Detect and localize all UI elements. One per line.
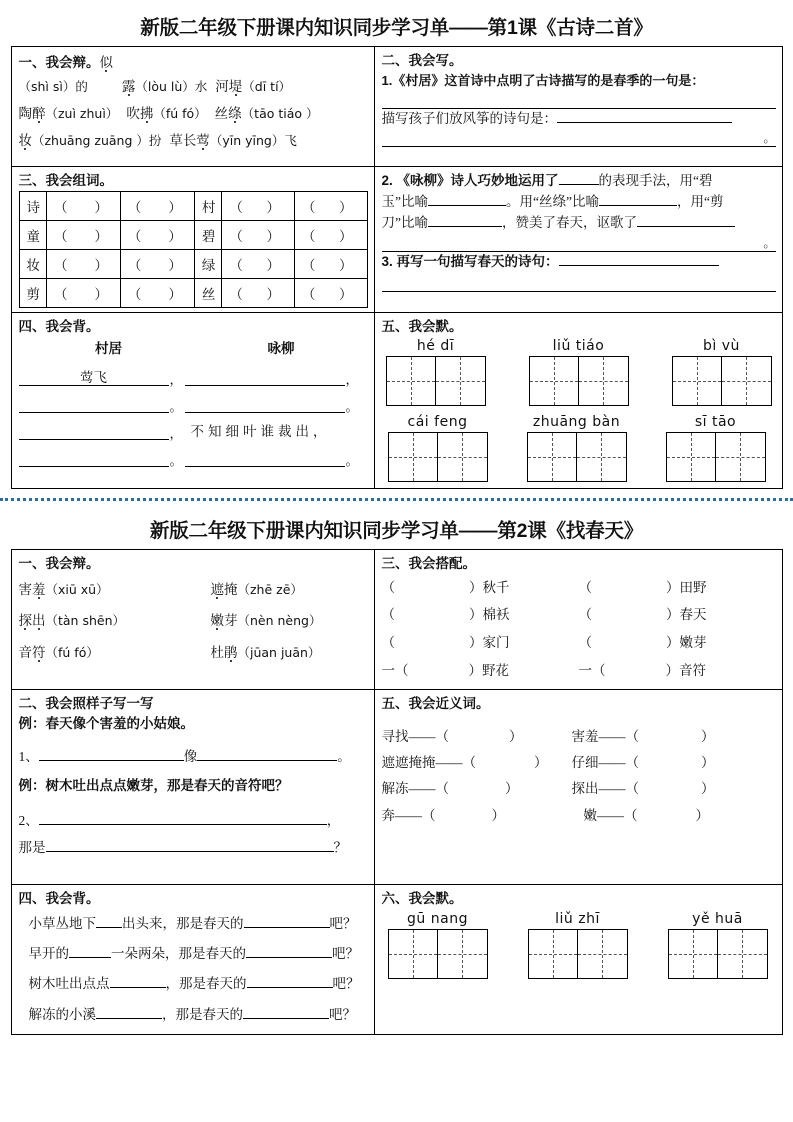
bian-py-zhuang: （zhuāng zuāng ）扮 xyxy=(32,132,162,148)
tianzige-cell[interactable] xyxy=(578,930,627,978)
section-1-heading-tail: 似 xyxy=(99,55,113,70)
jinyi-close-paren: ） xyxy=(509,728,523,744)
section-1-heading-text: 一、我会辩。 xyxy=(18,55,100,70)
tianzige-grid[interactable] xyxy=(672,356,772,406)
table-row xyxy=(11,550,782,690)
write-line-1 xyxy=(19,743,368,770)
zuci-paren: （ ） xyxy=(120,191,194,220)
zuci-char-right: 丝 xyxy=(194,278,222,307)
jinyi-word: 嫩——（ xyxy=(583,807,638,823)
jinyi-row xyxy=(382,776,776,802)
worksheet-2-table xyxy=(11,549,783,1035)
zuci-paren: （ ） xyxy=(47,191,121,220)
bian2-right-py: （jūan juān） xyxy=(237,645,321,661)
section-6-heading: 六、我会默。 xyxy=(381,891,463,907)
recite-text: 解冻的小溪 xyxy=(28,1006,96,1022)
answer-line xyxy=(382,90,776,109)
tianzige-block xyxy=(666,414,766,482)
dapei-open-paren: （ xyxy=(381,607,395,623)
dapei-word: ）野花 xyxy=(468,662,509,678)
tianzige-cell[interactable] xyxy=(718,930,767,978)
bian2-left: 探出（tàn shēn） xyxy=(18,613,126,629)
jinyi-left xyxy=(382,750,572,776)
dapei-right xyxy=(579,629,776,657)
tianzige-block xyxy=(529,338,629,406)
worksheet-lesson-1 xyxy=(0,0,793,489)
table-row xyxy=(11,885,782,1035)
poem-title-cunju: 村居 xyxy=(95,341,122,357)
cell-section-5-mo xyxy=(374,312,782,489)
dapei-word: ）家门 xyxy=(469,635,510,651)
period-mark: 。 xyxy=(337,748,351,764)
tianzige-cell[interactable] xyxy=(667,433,716,481)
bian2-right: 嫩芽（nèn nèng） xyxy=(210,613,322,629)
tianzige-cell[interactable] xyxy=(438,930,487,978)
bian-py-zui: （zuì zhuì） xyxy=(45,105,119,121)
dapei-right xyxy=(579,657,776,685)
tianzige-row-2 xyxy=(382,406,776,484)
q2-part-1: 2. 《咏柳》诗人巧妙地运用了 xyxy=(381,173,559,188)
section-5-heading-2: 五、我会近义词。 xyxy=(381,696,490,712)
cell-section-4-bei xyxy=(11,312,374,489)
dapei-word: ）秋千 xyxy=(469,579,510,595)
cell-section-1-bian-2 xyxy=(11,550,374,690)
tianzige-grid[interactable] xyxy=(528,929,628,979)
period-mark: 。 xyxy=(345,453,359,469)
section-1-bian-2 xyxy=(19,554,368,669)
jinyi-row xyxy=(382,803,776,829)
worksheet-1-table xyxy=(11,46,783,489)
zuci-paren: （ ） xyxy=(47,278,121,307)
recite-line-2 xyxy=(29,939,368,969)
question-prefix: 那是 xyxy=(18,840,46,856)
recite-text: 吧？ xyxy=(332,946,359,962)
recite-line-2 xyxy=(29,969,368,999)
bian-word-hedi: 河堤 xyxy=(215,78,243,94)
recite-text: 早开的 xyxy=(28,946,69,962)
recite-text: 小草丛地下 xyxy=(28,915,96,931)
cell-section-5-jinyi xyxy=(374,690,782,885)
section-6-mo xyxy=(382,889,776,979)
jinyi-close-paren: ） xyxy=(534,755,548,770)
question-1b-text: 描写孩子们放风筝的诗句是： xyxy=(381,111,557,127)
zuci-row xyxy=(19,278,367,307)
bian-char-zhuang: 妆 xyxy=(18,132,32,148)
table-row xyxy=(11,690,782,885)
q2-part-4: 。用“丝绦”比喻 xyxy=(506,193,599,209)
bian-word-sitao: 丝绦 xyxy=(214,105,242,121)
recite-hint-yingfei: 莺飞 xyxy=(80,369,107,385)
cell-section-1-bian xyxy=(11,47,374,167)
bian2-left-py: （fú fó） xyxy=(45,645,99,661)
recite-line xyxy=(19,440,368,467)
comma-mark: ， xyxy=(169,426,183,442)
dapei-open-paren: （ xyxy=(578,579,592,595)
zuci-paren: （ ） xyxy=(294,191,367,220)
tianzige-grid[interactable] xyxy=(668,929,768,979)
cell-section-3-dapei xyxy=(374,550,782,690)
jinyi-word: 探出——（ xyxy=(571,781,639,797)
q2-part-6: 刀”比喻 xyxy=(381,214,428,230)
jinyi-right xyxy=(572,724,715,750)
recite-text: 吧？ xyxy=(329,915,357,931)
dapei-open-paren: 一（ xyxy=(381,662,409,678)
tianzige-cell[interactable] xyxy=(669,930,718,978)
tianzige-block xyxy=(388,911,488,979)
jinyi-word: 仔细——（ xyxy=(571,755,639,770)
section-5-heading: 五、我会默。 xyxy=(381,318,463,334)
bian-char-lu: 露 xyxy=(121,78,136,94)
worksheet-lesson-2 xyxy=(0,501,793,1035)
tianzige-grid[interactable] xyxy=(388,432,488,482)
recite-text: 出头来，那是春天的 xyxy=(122,915,244,931)
tianzige-cell[interactable] xyxy=(438,433,487,481)
worksheet-2-title: 新版二年级下册课内知识同步学习单——第2课《找春天》 xyxy=(149,520,644,543)
write-line-2b xyxy=(19,834,368,861)
zuci-paren: （ ） xyxy=(222,220,295,249)
jinyi-left xyxy=(382,724,572,750)
recite-text: 树木吐出点点 xyxy=(28,976,110,992)
table-row xyxy=(11,312,782,489)
dapei-row xyxy=(382,574,776,602)
dapei-left xyxy=(382,657,579,685)
tianzige-cell[interactable] xyxy=(722,357,771,405)
zuci-row xyxy=(19,249,367,278)
jinyi-word: 寻找——（ xyxy=(381,728,449,744)
zuci-char-right: 村 xyxy=(194,191,222,220)
section-1-bian xyxy=(19,51,368,154)
section-4-heading-2: 四、我会背。 xyxy=(18,891,100,907)
bian-word-chuifu: 吹拂 xyxy=(126,105,154,121)
bian2-right-py: （nèn nèng） xyxy=(237,613,322,629)
recite-text: ，那是春天的 xyxy=(162,1006,243,1022)
cell-section-4-bei-2 xyxy=(11,885,374,1035)
dapei-open-paren: （ xyxy=(381,635,395,651)
zuci-paren: （ ） xyxy=(120,249,194,278)
jinyi-close-paren: ） xyxy=(505,781,519,797)
tianzige-cell[interactable] xyxy=(389,433,438,481)
period-mark: 。 xyxy=(345,399,359,415)
question-number: 2、 xyxy=(18,813,39,829)
comma-mark: ， xyxy=(345,372,359,388)
bian-py-ying: （yīn yīng）飞 xyxy=(209,132,297,148)
bian-line-1 xyxy=(19,73,368,100)
write-line-2 xyxy=(19,807,368,834)
dapei-right xyxy=(579,601,776,629)
period-mark: 。 xyxy=(169,399,183,415)
jinyi-close-paren: ） xyxy=(701,755,715,770)
bian2-right: 杜鹃（jūan juān） xyxy=(210,645,321,661)
zuci-paren: （ ） xyxy=(222,249,295,278)
q2-part-5: ，用“剪 xyxy=(676,193,724,209)
period-mark: 。 xyxy=(763,235,776,250)
dapei-row xyxy=(382,629,776,657)
tianzige-cell[interactable] xyxy=(579,357,628,405)
tianzige-cell[interactable] xyxy=(716,433,765,481)
answer-line xyxy=(382,273,776,292)
bian2-right: 遮掩（zhē zē） xyxy=(210,581,303,597)
recite-text: 一朵两朵，那是春天的 xyxy=(111,946,246,962)
jinyi-right xyxy=(572,803,710,829)
jinyi-close-paren: ） xyxy=(491,807,505,823)
bian-py-fu: （fú fó） xyxy=(153,105,207,121)
q2-part-2: 的表现手法，用“碧 xyxy=(598,173,713,188)
zuci-char-left: 剪 xyxy=(19,278,47,307)
dapei-right xyxy=(579,574,776,602)
tianzige-grid[interactable] xyxy=(388,929,488,979)
jinyi-row xyxy=(382,750,776,776)
tianzige-cell[interactable] xyxy=(529,930,578,978)
tianzige-block xyxy=(527,414,627,482)
bian2-row xyxy=(19,637,368,669)
dapei-left xyxy=(382,574,579,602)
q2-part-7: ，赞美了春天，讴歌了 xyxy=(502,214,637,230)
dapei-row xyxy=(382,657,776,685)
bian-word-taozui: 陶醉 xyxy=(18,105,46,121)
cell-section-2-xie xyxy=(374,47,782,167)
section-3-zuci xyxy=(19,171,368,308)
bian2-left-py: （xiū xū） xyxy=(45,581,109,597)
recite-text: 吧？ xyxy=(329,1006,356,1022)
zuci-paren: （ ） xyxy=(47,220,121,249)
bian-line-2 xyxy=(19,100,368,127)
bian2-left: 音符（fú fó） xyxy=(18,645,99,661)
question-number: 1、 xyxy=(18,748,39,764)
jinyi-close-paren: ） xyxy=(695,807,709,823)
jinyi-word: 奔——（ xyxy=(381,807,436,823)
zuci-row xyxy=(19,191,367,220)
dapei-word: ）春天 xyxy=(666,607,707,623)
dapei-word: ）音符 xyxy=(665,662,706,678)
jinyi-left xyxy=(382,776,572,802)
zuci-paren: （ ） xyxy=(120,278,194,307)
dapei-left xyxy=(382,601,579,629)
bian2-row xyxy=(19,605,368,637)
zuci-paren: （ ） xyxy=(222,191,295,220)
tianzige-pinyin: liǔ zhī xyxy=(555,910,600,927)
zuci-char-right: 碧 xyxy=(194,220,222,249)
zuci-char-right: 绿 xyxy=(194,249,222,278)
section-3-heading-2: 三、我会搭配。 xyxy=(381,556,476,572)
poem-title-yongliu: 咏柳 xyxy=(267,341,295,357)
answer-line xyxy=(382,234,776,252)
table-row xyxy=(11,47,782,167)
section-2-heading: 二、我会写。 xyxy=(381,53,463,68)
bian-item-lushui: （lòu lù）水 xyxy=(135,78,208,94)
zuci-paren: （ ） xyxy=(294,278,367,307)
dapei-open-paren: （ xyxy=(381,579,395,595)
zuci-paren: （ ） xyxy=(222,278,295,307)
worksheet-1-title: 新版二年级下册课内知识同步学习单——第1课《古诗二首》 xyxy=(140,17,653,39)
section-2-question-1b xyxy=(382,109,776,130)
cell-section-2-yangzi xyxy=(11,690,374,885)
tianzige-cell[interactable] xyxy=(436,357,485,405)
tianzige-block xyxy=(672,338,772,406)
dapei-left xyxy=(382,629,579,657)
recite-text: ，那是春天的 xyxy=(165,976,247,992)
recite-line xyxy=(19,413,368,440)
dapei-word: ）棉袄 xyxy=(469,607,510,623)
dapei-open-paren: （ xyxy=(578,635,592,651)
bian2-right-py: （zhē zē） xyxy=(237,581,303,597)
comma-mark: ， xyxy=(326,813,341,829)
cell-section-2-continued xyxy=(374,167,782,313)
cell-section-6-mo xyxy=(374,885,782,1035)
tianzige-cell[interactable] xyxy=(389,930,438,978)
question-mark: ？ xyxy=(333,840,347,856)
zuci-paren: （ ） xyxy=(47,249,121,278)
cell-section-3-zuci xyxy=(11,167,374,313)
section-2-yangzi xyxy=(19,694,368,861)
poem-titles xyxy=(19,336,368,359)
jinyi-right xyxy=(572,750,715,776)
tianzige-pinyin: hé dī xyxy=(416,338,455,355)
tianzige-grid[interactable] xyxy=(386,356,486,406)
q2-part-3: 玉”比喻 xyxy=(381,193,428,209)
zuci-row xyxy=(19,220,367,249)
recite-line xyxy=(19,359,368,386)
section-5-jinyi xyxy=(382,694,776,829)
recite-line xyxy=(19,386,368,413)
tianzige-pinyin: sī tāo xyxy=(694,414,737,431)
section-4-bei xyxy=(19,317,368,468)
jinyi-word: 解冻——（ xyxy=(381,781,449,797)
jinyi-close-paren: ） xyxy=(701,781,715,797)
bian-line-3 xyxy=(19,127,368,154)
period-mark: 。 xyxy=(763,130,776,145)
tianzige-block xyxy=(386,338,486,406)
tianzige-cell[interactable] xyxy=(387,357,436,405)
jinyi-row xyxy=(382,724,776,750)
tianzige-cell[interactable] xyxy=(530,357,579,405)
recite-text: 吧？ xyxy=(332,976,360,992)
recite-hint-yongliu: 不知细叶谁裁出， xyxy=(190,424,331,440)
period-mark: 。 xyxy=(169,453,183,469)
dapei-open-paren: 一（ xyxy=(578,662,606,678)
dapei-open-paren: （ xyxy=(578,607,592,623)
comma-mark: ， xyxy=(169,372,183,388)
section-2-question-2 xyxy=(382,171,776,292)
bian2-row xyxy=(19,574,368,606)
tianzige-pinyin: liǔ tiáo xyxy=(552,338,605,355)
section-2-xie xyxy=(382,51,776,147)
table-row xyxy=(11,167,782,313)
bian-word-caozhangying: 草长莺 xyxy=(169,132,210,148)
jinyi-right xyxy=(572,776,715,802)
zuci-paren: （ ） xyxy=(294,249,367,278)
zuci-char-left: 童 xyxy=(19,220,47,249)
zuci-paren: （ ） xyxy=(294,220,367,249)
tianzige-pinyin: cái feng xyxy=(407,414,468,431)
dapei-word: ）嫩芽 xyxy=(666,635,707,651)
jinyi-left xyxy=(382,803,572,829)
bian2-left-py: （tàn shēn） xyxy=(45,613,126,629)
jinyi-close-paren: ） xyxy=(701,728,715,744)
tianzige-cell[interactable] xyxy=(673,357,722,405)
tianzige-grid[interactable] xyxy=(527,432,627,482)
bian-py-tao: （tāo tiáo ） xyxy=(241,105,319,121)
zuci-char-left: 妆 xyxy=(19,249,47,278)
jinyi-word: 遮遮掩掩——（ xyxy=(381,755,476,770)
section-1-heading-2: 一、我会辩。 xyxy=(18,556,100,572)
example-sentence-1: 例：春天像个害羞的小姑娘。 xyxy=(18,715,194,731)
tianzige-row-3 xyxy=(382,909,776,979)
section-3-dapei xyxy=(382,554,776,684)
section-4-heading: 四、我会背。 xyxy=(18,318,100,334)
zuci-paren: （ ） xyxy=(120,220,194,249)
section-2-question-3: 3. 再写一句描写春天的诗句： xyxy=(381,253,559,269)
dapei-row xyxy=(382,601,776,629)
tianzige-grid[interactable] xyxy=(666,432,766,482)
section-1-heading xyxy=(19,53,368,73)
section-4-bei-2 xyxy=(19,889,368,1030)
tianzige-row-1 xyxy=(382,336,776,406)
example-sentence-2: 例：树木吐出点点嫩芽，那是春天的音符吧？ xyxy=(18,777,289,793)
bian-item-si: （shì sì）的 xyxy=(18,78,88,94)
section-2-heading-2: 二、我会照样子写一写 xyxy=(18,696,154,712)
answer-line xyxy=(382,130,776,147)
section-5-mo xyxy=(382,317,776,485)
question-mid-word: 像 xyxy=(183,748,198,764)
section-3-heading: 三、我会组词。 xyxy=(18,173,113,188)
section-2-question-1: 1.《村居》这首诗中点明了古诗描写的是春季的一句是： xyxy=(381,72,705,88)
tianzige-cell[interactable] xyxy=(577,433,626,481)
recite-lines-2 xyxy=(19,909,368,1031)
jinyi-word: 害羞——（ xyxy=(571,728,639,744)
tianzige-grid[interactable] xyxy=(529,356,629,406)
zuci-table xyxy=(19,191,368,308)
recite-line-2 xyxy=(29,909,368,939)
bian-py-di: （dī tí） xyxy=(242,78,292,94)
bian2-left: 害羞（xiū xū） xyxy=(18,581,109,597)
dapei-word: ）田野 xyxy=(666,579,707,595)
tianzige-pinyin: zhuāng bàn xyxy=(532,414,621,431)
recite-line-2 xyxy=(29,1000,368,1030)
tianzige-block xyxy=(668,911,768,979)
zuci-char-left: 诗 xyxy=(19,191,47,220)
tianzige-block xyxy=(388,414,488,482)
tianzige-block xyxy=(528,911,628,979)
tianzige-pinyin: bì vù xyxy=(703,338,740,355)
tianzige-pinyin: yě huā xyxy=(692,910,743,927)
tianzige-cell[interactable] xyxy=(528,433,577,481)
tianzige-pinyin: gū nang xyxy=(407,910,468,927)
